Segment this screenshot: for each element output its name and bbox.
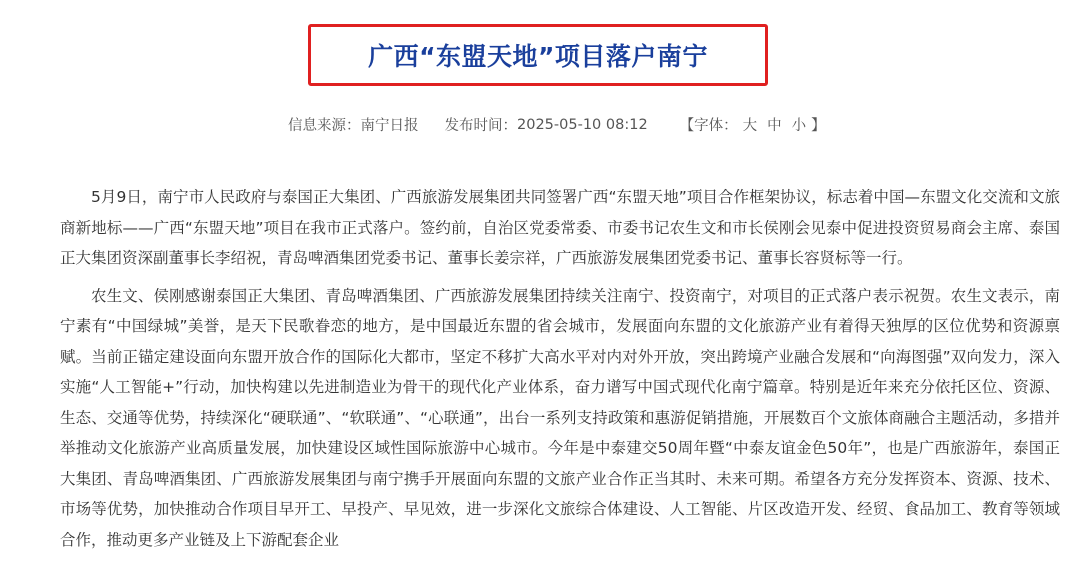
- font-size-medium-button[interactable]: 中: [767, 118, 782, 134]
- font-size-large-button[interactable]: 大: [742, 118, 758, 134]
- title-frame: [308, 24, 768, 86]
- article-title: 广西“东盟天地”项目落户南宁: [368, 42, 708, 71]
- font-size-bracket-close: 】: [811, 118, 826, 134]
- article-body: [60, 182, 1060, 562]
- source-label: 信息来源：: [288, 118, 361, 134]
- article-meta: [288, 114, 826, 135]
- source-value: 南宁日报: [360, 118, 419, 134]
- publish-time-value: 2025-05-10 08:12: [517, 116, 648, 133]
- publish-time-label: 发布时间：: [444, 118, 517, 134]
- font-size-small-button[interactable]: 小: [791, 118, 807, 134]
- article-paragraph: 5月9日，南宁市人民政府与泰国正大集团、广西旅游发展集团共同签署广西“东盟天地”项目合作框架协议，标志着中国—东盟文化交流和文旅商新地标——广西“东盟天地”项目在我市正式落户。签约前，自治区党委常委、市委书记农生文和市长侯刚会见泰中促进投资贸易商会主席、泰国正大集团资深副董事长李绍祝，青岛啤酒集团党委书记、董事长姜宗祥，广西旅游发展集团党委书记、董事长容贤标等一行。: [60, 188, 1060, 267]
- font-size-label: 【字体：: [679, 118, 738, 134]
- article-paragraph: 农生文、侯刚感谢泰国正大集团、青岛啤酒集团、广西旅游发展集团持续关注南宁、投资南宁，对项目的正式落户表示祝贺。农生文表示，南宁素有“中国绿城”美誉，是天下民歌眷恋的地方，是中国最近东盟的省会城市，发展面向东盟的文化旅游产业有着得天独厚的区位优势和资源禀赋。当前正锚定建设面向东盟开放合作的国际化大都市，坚定不移扩大高水平对内对外开放，突出跨境产业融合发展和“向海图强”双向发力，深入实施“人工智能+”行动，加快构建以先进制造业为骨干的现代化产业体系，奋力谱写中国式现代化南宁篇章。特别是近年来充分依托区位、资源、生态、交通等优势，持续深化“硬联通”、“软联通”、“心联通”，出台一系列支持政策和惠游促销措施，开展数百个文旅体商融合主题活动，多措并举推动文化旅游产业高质量发展，加快建设区域性国际旅游中心城市。今年是中泰建交50周年暨“中泰友谊金色50年”，也是广西旅游年，泰国正大集团、青岛啤酒集团、广西旅游发展集团与南宁携手开展面向东盟的文旅产业合作正当其时、未来可期。希望各方充分发挥资本、资源、技术、市场等优势，加快推动合作项目早开工、早投产、早见效，进一步深化文旅综合体建设、人工智能、片区改造开发、经贸、食品加工、教育等领域合作，推动更多产业链及上下游配套企业: [60, 286, 1060, 549]
